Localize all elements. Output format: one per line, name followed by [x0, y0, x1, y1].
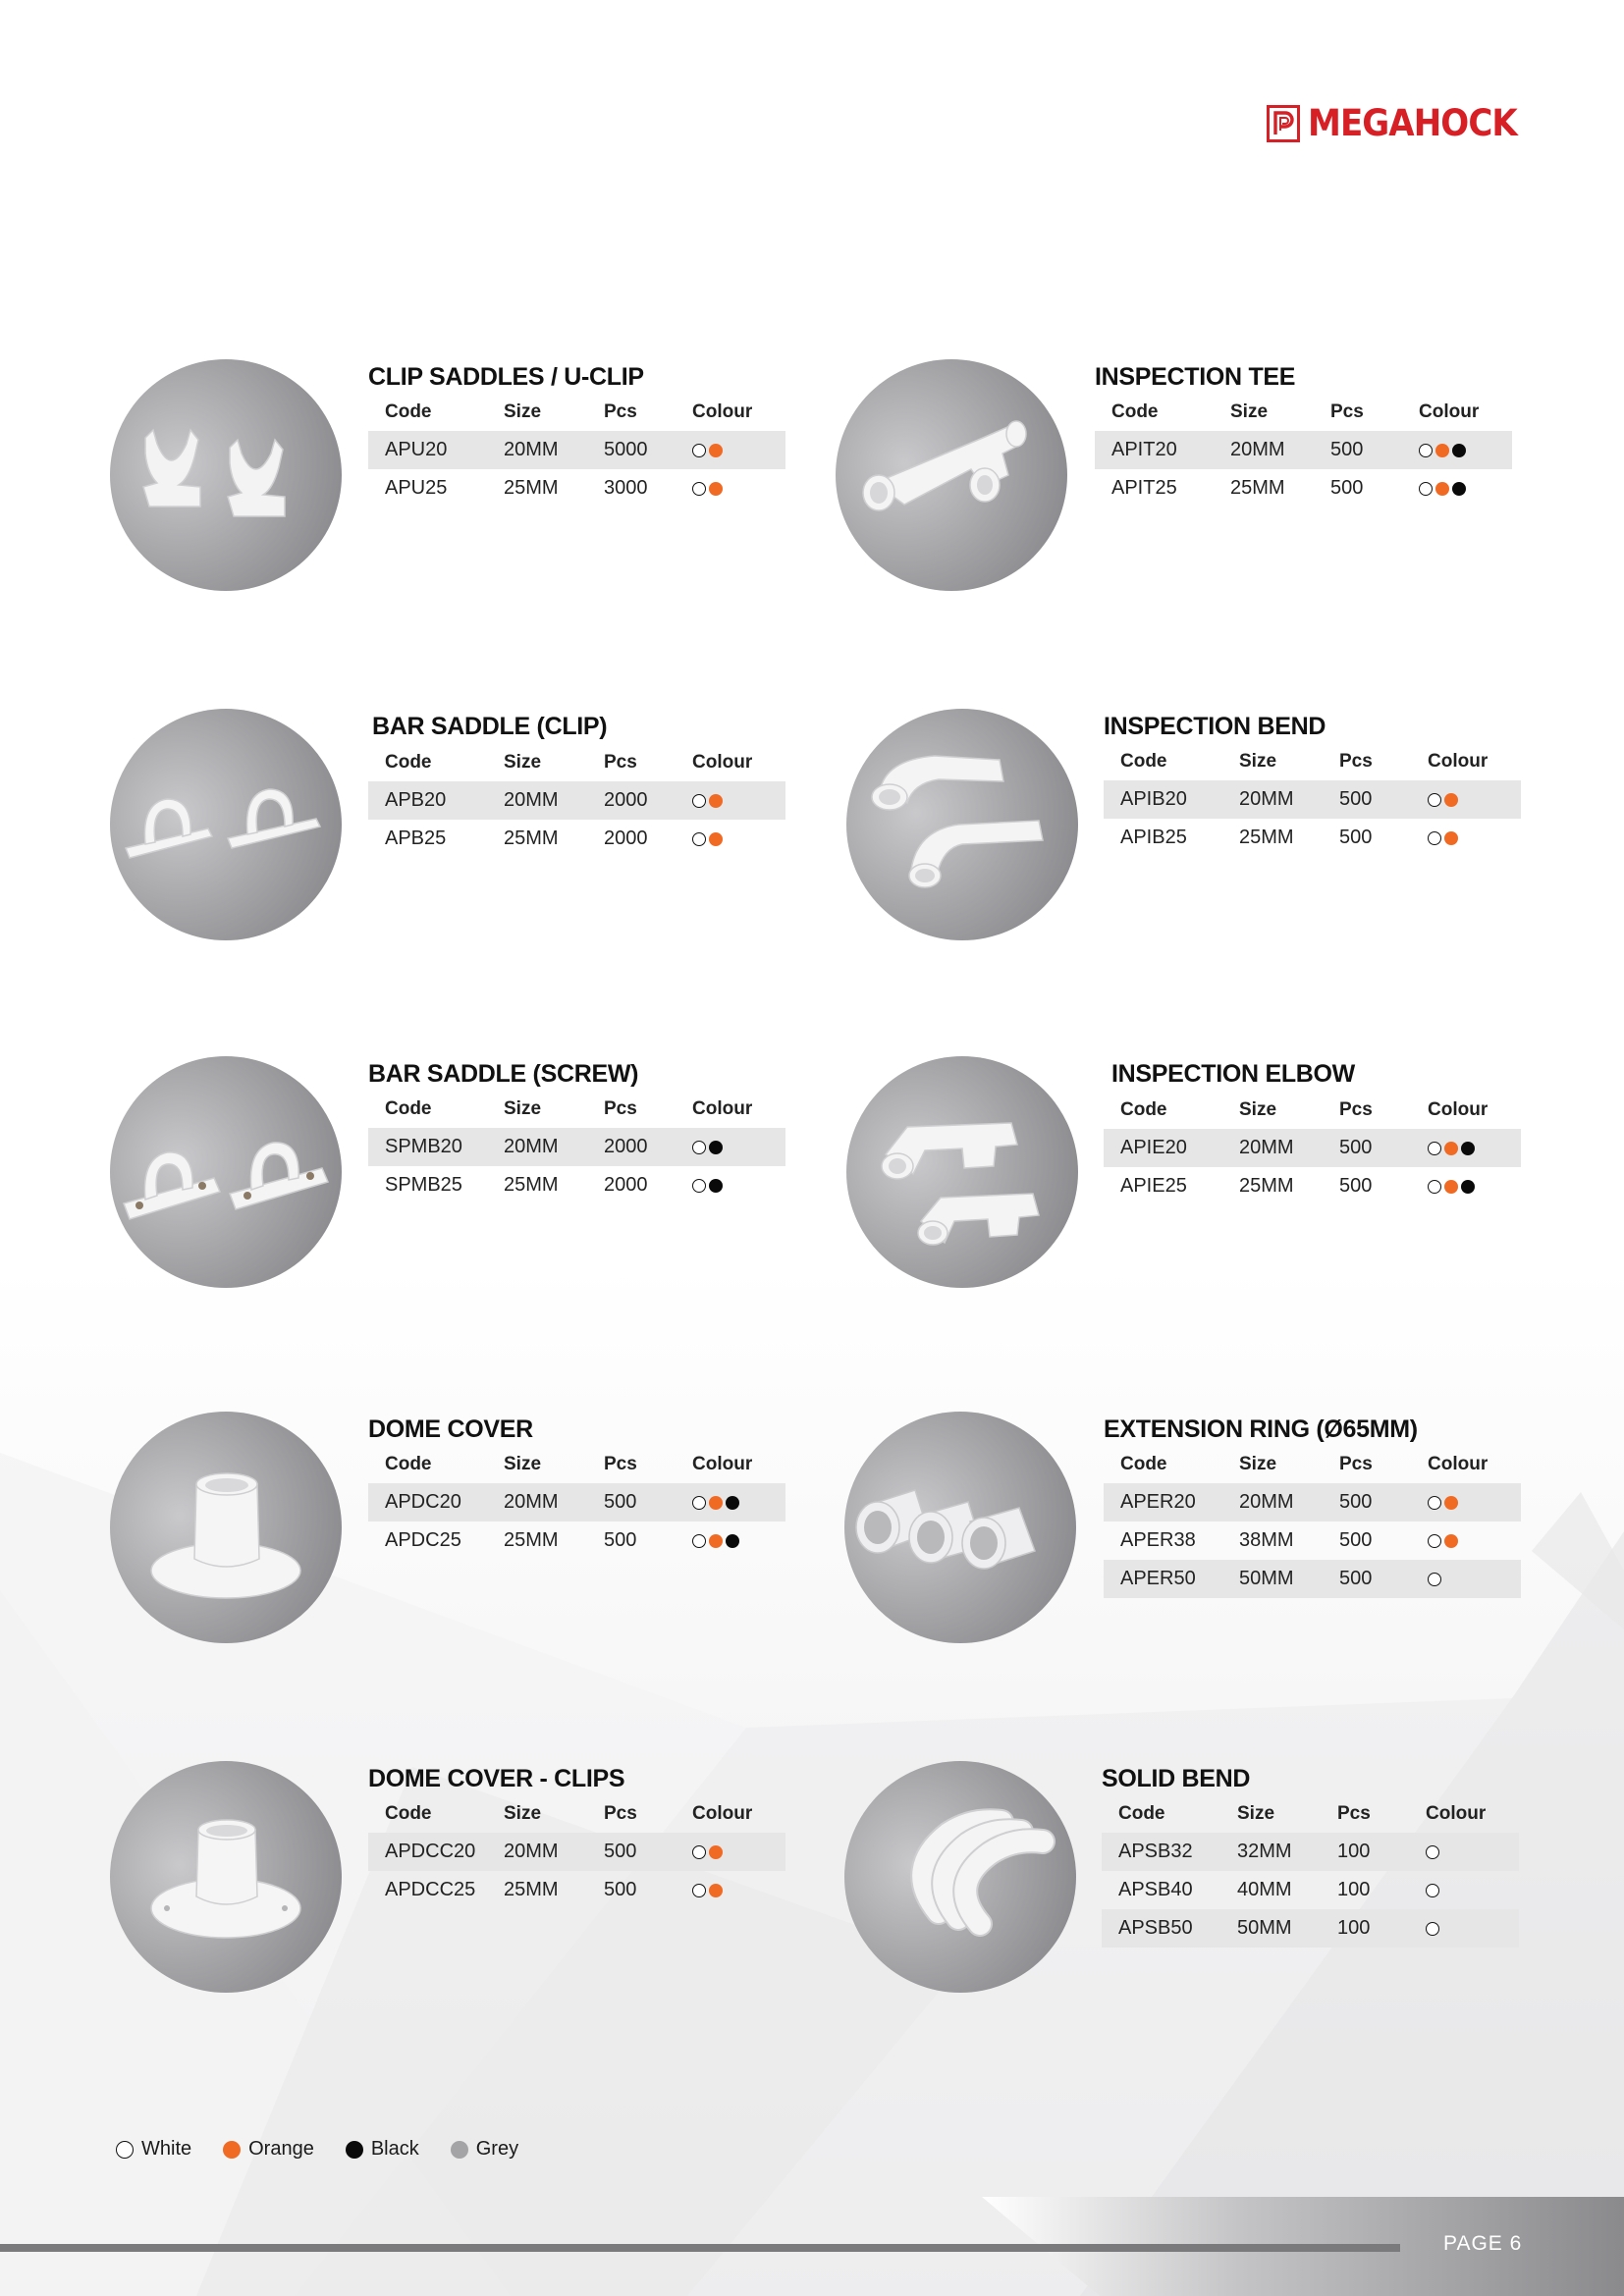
row-colours [1419, 482, 1512, 496]
row-colours [692, 1534, 785, 1548]
white-dot-icon [692, 482, 706, 496]
table-row [1102, 1871, 1519, 1909]
bar-saddle-screw-image [110, 1056, 342, 1288]
orange-dot-icon [1444, 831, 1458, 845]
header-colour: Colour [692, 1453, 753, 1474]
white-dot-icon [116, 2141, 134, 2159]
table-row [1095, 469, 1512, 507]
product-table [368, 743, 785, 858]
product-info [1104, 1414, 1521, 1598]
header-code: Code [1111, 400, 1159, 422]
u-clip-image [110, 359, 342, 591]
brand-name: MEGAHOCK [1308, 102, 1517, 144]
orange-dot-icon [1435, 444, 1449, 457]
product-info [368, 1058, 785, 1204]
black-dot-icon [726, 1496, 739, 1510]
row-pcs: 500 [1339, 1175, 1373, 1197]
row-size: 25MM [504, 828, 559, 849]
header-colour: Colour [692, 1802, 753, 1824]
inspection-elbow-image [846, 1056, 1078, 1288]
header-pcs: Pcs [1339, 750, 1373, 772]
table-row [368, 469, 785, 507]
row-size: 25MM [1239, 827, 1294, 848]
table-header [1104, 1445, 1521, 1483]
white-dot-icon [692, 444, 706, 457]
header-size: Size [504, 1097, 542, 1119]
header-colour: Colour [1428, 1098, 1489, 1120]
orange-dot-icon [1435, 482, 1449, 496]
orange-dot-icon [709, 444, 723, 457]
product-title: DOME COVER [368, 1415, 533, 1443]
header-colour: Colour [1426, 1802, 1487, 1824]
black-dot-icon [726, 1534, 739, 1548]
row-size: 20MM [504, 439, 559, 460]
header-code: Code [1118, 1802, 1165, 1824]
legend-label: Black [370, 2138, 419, 2160]
header-colour: Colour [692, 1097, 753, 1119]
row-colours [692, 482, 785, 496]
table-header [368, 1445, 785, 1483]
row-pcs: 500 [1339, 1491, 1373, 1513]
row-code: APDC20 [385, 1491, 461, 1513]
product-info [372, 711, 789, 742]
white-dot-icon [1426, 1884, 1439, 1897]
row-code: APIE20 [1120, 1137, 1187, 1158]
black-dot-icon [709, 1141, 723, 1154]
header-colour: Colour [1419, 400, 1480, 422]
row-pcs: 100 [1337, 1841, 1371, 1862]
row-colours [692, 444, 785, 457]
row-code: APIE25 [1120, 1175, 1187, 1197]
row-size: 20MM [504, 1841, 559, 1862]
row-size: 25MM [504, 1174, 559, 1196]
black-dot-icon [1452, 444, 1466, 457]
header-size: Size [1239, 1098, 1277, 1120]
header-pcs: Pcs [1339, 1098, 1373, 1120]
footer-divider [0, 2244, 1400, 2252]
header-pcs: Pcs [604, 1453, 637, 1474]
row-code: APU25 [385, 477, 448, 499]
row-code: APB20 [385, 789, 447, 811]
orange-dot-icon [1444, 1180, 1458, 1194]
white-dot-icon [692, 1845, 706, 1859]
product-title: DOME COVER - CLIPS [368, 1765, 625, 1792]
table-row [1104, 1560, 1521, 1598]
row-colours [1428, 1534, 1521, 1548]
table-header [368, 393, 785, 431]
row-size: 25MM [1239, 1175, 1294, 1197]
product-info [368, 1414, 785, 1560]
table-row [368, 1166, 785, 1204]
table-row [1104, 1129, 1521, 1167]
legend-item-grey [451, 2138, 518, 2161]
row-colours [1426, 1884, 1519, 1897]
table-row [368, 1483, 785, 1522]
solid-bend-image [844, 1761, 1076, 1993]
product-title: INSPECTION BEND [1104, 713, 1326, 740]
orange-dot-icon [709, 1534, 723, 1548]
row-pcs: 500 [1330, 439, 1364, 460]
row-size: 25MM [504, 1879, 559, 1900]
white-dot-icon [692, 832, 706, 846]
row-code: APIB20 [1120, 788, 1187, 810]
white-dot-icon [1419, 482, 1433, 496]
row-code: APIT20 [1111, 439, 1177, 460]
page-number: PAGE 6 [1443, 2232, 1523, 2255]
header-colour: Colour [692, 751, 753, 773]
grey-dot-icon [451, 2141, 468, 2159]
table-row [368, 431, 785, 469]
white-dot-icon [1428, 1534, 1441, 1548]
header-pcs: Pcs [1337, 1802, 1371, 1824]
orange-dot-icon [709, 832, 723, 846]
white-dot-icon [1428, 831, 1441, 845]
row-pcs: 500 [1339, 827, 1373, 848]
row-colours [1419, 444, 1512, 457]
row-size: 50MM [1237, 1917, 1292, 1939]
row-pcs: 500 [1339, 1568, 1373, 1589]
row-size: 38MM [1239, 1529, 1294, 1551]
table-header [1102, 1794, 1519, 1833]
row-colours [692, 1496, 785, 1510]
inspection-bend-image [846, 709, 1078, 940]
table-row [1102, 1909, 1519, 1948]
row-size: 25MM [504, 1529, 559, 1551]
white-dot-icon [692, 794, 706, 808]
header-size: Size [504, 400, 542, 422]
table-row [1104, 1167, 1521, 1205]
row-pcs: 500 [604, 1491, 637, 1513]
row-pcs: 500 [604, 1879, 637, 1900]
row-code: APER38 [1120, 1529, 1196, 1551]
table-row [1102, 1833, 1519, 1871]
product-info [1095, 361, 1512, 507]
table-header [368, 1794, 785, 1833]
row-colours [692, 794, 785, 808]
header-code: Code [385, 1453, 432, 1474]
row-colours [692, 1179, 785, 1193]
orange-dot-icon [709, 482, 723, 496]
row-code: APIB25 [1120, 827, 1187, 848]
header-code: Code [1120, 1098, 1167, 1120]
row-colours [1428, 1496, 1521, 1510]
row-size: 20MM [1239, 788, 1294, 810]
legend-label: Orange [248, 2138, 314, 2160]
row-pcs: 500 [604, 1841, 637, 1862]
white-dot-icon [1428, 1573, 1441, 1586]
product-title: INSPECTION TEE [1095, 363, 1296, 391]
white-dot-icon [1428, 1142, 1441, 1155]
dome-cover-clips-image [110, 1761, 342, 1993]
black-dot-icon [1461, 1142, 1475, 1155]
row-pcs: 500 [604, 1529, 637, 1551]
row-colours [1428, 831, 1521, 845]
row-pcs: 2000 [604, 1174, 648, 1196]
row-code: APDCC20 [385, 1841, 476, 1862]
legend-label: White [141, 2138, 192, 2160]
table-row [368, 820, 785, 858]
row-pcs: 500 [1330, 477, 1364, 499]
row-size: 20MM [1239, 1491, 1294, 1513]
row-colours [1426, 1845, 1519, 1859]
table-row [368, 1833, 785, 1871]
orange-dot-icon [1444, 793, 1458, 807]
row-colours [1428, 1142, 1521, 1155]
row-size: 32MM [1237, 1841, 1292, 1862]
row-pcs: 100 [1337, 1879, 1371, 1900]
row-code: APDCC25 [385, 1879, 476, 1900]
product-info [368, 1763, 785, 1909]
row-size: 25MM [1230, 477, 1285, 499]
row-colours [1426, 1922, 1519, 1936]
orange-dot-icon [709, 794, 723, 808]
product-title: BAR SADDLE (CLIP) [372, 713, 608, 740]
table-header [1095, 393, 1512, 431]
header-size: Size [504, 751, 542, 773]
row-size: 40MM [1237, 1879, 1292, 1900]
white-dot-icon [1426, 1922, 1439, 1936]
row-size: 20MM [504, 1491, 559, 1513]
orange-dot-icon [1444, 1142, 1458, 1155]
row-pcs: 500 [1339, 788, 1373, 810]
table-row [1104, 1483, 1521, 1522]
row-code: APIT25 [1111, 477, 1177, 499]
header-size: Size [504, 1802, 542, 1824]
black-dot-icon [709, 1179, 723, 1193]
orange-dot-icon [709, 1884, 723, 1897]
colour-legend [116, 2138, 550, 2161]
legend-label: Grey [475, 2138, 519, 2160]
white-dot-icon [692, 1534, 706, 1548]
header-code: Code [385, 751, 432, 773]
table-header [368, 1090, 785, 1128]
product-info [368, 361, 785, 507]
table-row [1104, 780, 1521, 819]
row-pcs: 100 [1337, 1917, 1371, 1939]
row-size: 20MM [504, 1136, 559, 1157]
dome-cover-image [110, 1412, 342, 1643]
extension-ring-image [844, 1412, 1076, 1643]
inspection-tee-image [836, 359, 1067, 591]
product-title: EXTENSION RING (Ø65MM) [1104, 1415, 1418, 1443]
header-pcs: Pcs [604, 1097, 637, 1119]
table-header [1104, 742, 1521, 780]
orange-dot-icon [709, 1845, 723, 1859]
row-colours [1428, 1180, 1521, 1194]
row-pcs: 3000 [604, 477, 648, 499]
product-info [1104, 711, 1521, 857]
product-info [1102, 1763, 1519, 1948]
header-size: Size [1237, 1802, 1275, 1824]
header-size: Size [504, 1453, 542, 1474]
row-colours [1428, 1573, 1521, 1586]
row-colours [1428, 793, 1521, 807]
row-size: 20MM [1230, 439, 1285, 460]
header-code: Code [385, 400, 432, 422]
row-code: APSB50 [1118, 1917, 1193, 1939]
row-size: 20MM [1239, 1137, 1294, 1158]
row-code: APER50 [1120, 1568, 1196, 1589]
white-dot-icon [692, 1141, 706, 1154]
row-code: SPMB20 [385, 1136, 462, 1157]
row-code: APU20 [385, 439, 448, 460]
header-colour: Colour [1428, 750, 1489, 772]
row-size: 25MM [504, 477, 559, 499]
black-dot-icon [1461, 1180, 1475, 1194]
bar-saddle-clip-image [110, 709, 342, 940]
header-colour: Colour [692, 400, 753, 422]
row-colours [692, 1845, 785, 1859]
row-pcs: 2000 [604, 828, 648, 849]
table-header [1104, 1091, 1521, 1129]
table-row [1104, 1522, 1521, 1560]
row-colours [692, 1141, 785, 1154]
black-dot-icon [346, 2141, 363, 2159]
header-colour: Colour [1428, 1453, 1489, 1474]
header-pcs: Pcs [604, 751, 637, 773]
orange-dot-icon [223, 2141, 241, 2159]
header-size: Size [1239, 750, 1277, 772]
product-title: SOLID BEND [1102, 1765, 1251, 1792]
product-title: CLIP SADDLES / U-CLIP [368, 363, 644, 391]
row-pcs: 500 [1339, 1529, 1373, 1551]
table-row [368, 1128, 785, 1166]
table-header [368, 743, 785, 781]
row-code: APDC25 [385, 1529, 461, 1551]
header-code: Code [385, 1802, 432, 1824]
header-size: Size [1239, 1453, 1277, 1474]
header-code: Code [1120, 750, 1167, 772]
white-dot-icon [692, 1884, 706, 1897]
legend-item-orange [223, 2138, 314, 2161]
row-code: APSB32 [1118, 1841, 1193, 1862]
row-size: 20MM [504, 789, 559, 811]
orange-dot-icon [1444, 1496, 1458, 1510]
table-row [1095, 431, 1512, 469]
row-colours [692, 1884, 785, 1897]
row-pcs: 2000 [604, 1136, 648, 1157]
row-colours [692, 832, 785, 846]
black-dot-icon [1452, 482, 1466, 496]
white-dot-icon [692, 1179, 706, 1193]
white-dot-icon [692, 1496, 706, 1510]
row-code: APSB40 [1118, 1879, 1193, 1900]
row-code: APER20 [1120, 1491, 1196, 1513]
row-code: SPMB25 [385, 1174, 462, 1196]
product-table [1104, 1091, 1521, 1205]
row-pcs: 500 [1339, 1137, 1373, 1158]
orange-dot-icon [1444, 1534, 1458, 1548]
white-dot-icon [1426, 1845, 1439, 1859]
table-row [1104, 819, 1521, 857]
header-code: Code [385, 1097, 432, 1119]
brand-logo [1267, 102, 1535, 144]
product-title: INSPECTION ELBOW [1111, 1060, 1355, 1088]
white-dot-icon [1428, 1180, 1441, 1194]
header-pcs: Pcs [604, 400, 637, 422]
white-dot-icon [1428, 793, 1441, 807]
legend-item-white [116, 2138, 191, 2161]
table-row [368, 781, 785, 820]
white-dot-icon [1428, 1496, 1441, 1510]
header-pcs: Pcs [1339, 1453, 1373, 1474]
legend-item-black [346, 2138, 419, 2161]
table-row [368, 1871, 785, 1909]
row-code: APB25 [385, 828, 447, 849]
megahock-logo-icon [1267, 105, 1300, 142]
row-size: 50MM [1239, 1568, 1294, 1589]
white-dot-icon [1419, 444, 1433, 457]
header-pcs: Pcs [1330, 400, 1364, 422]
header-code: Code [1120, 1453, 1167, 1474]
product-title: BAR SADDLE (SCREW) [368, 1060, 639, 1088]
row-pcs: 2000 [604, 789, 648, 811]
row-pcs: 5000 [604, 439, 648, 460]
table-row [368, 1522, 785, 1560]
header-size: Size [1230, 400, 1269, 422]
orange-dot-icon [709, 1496, 723, 1510]
header-pcs: Pcs [604, 1802, 637, 1824]
product-info [1111, 1058, 1529, 1090]
